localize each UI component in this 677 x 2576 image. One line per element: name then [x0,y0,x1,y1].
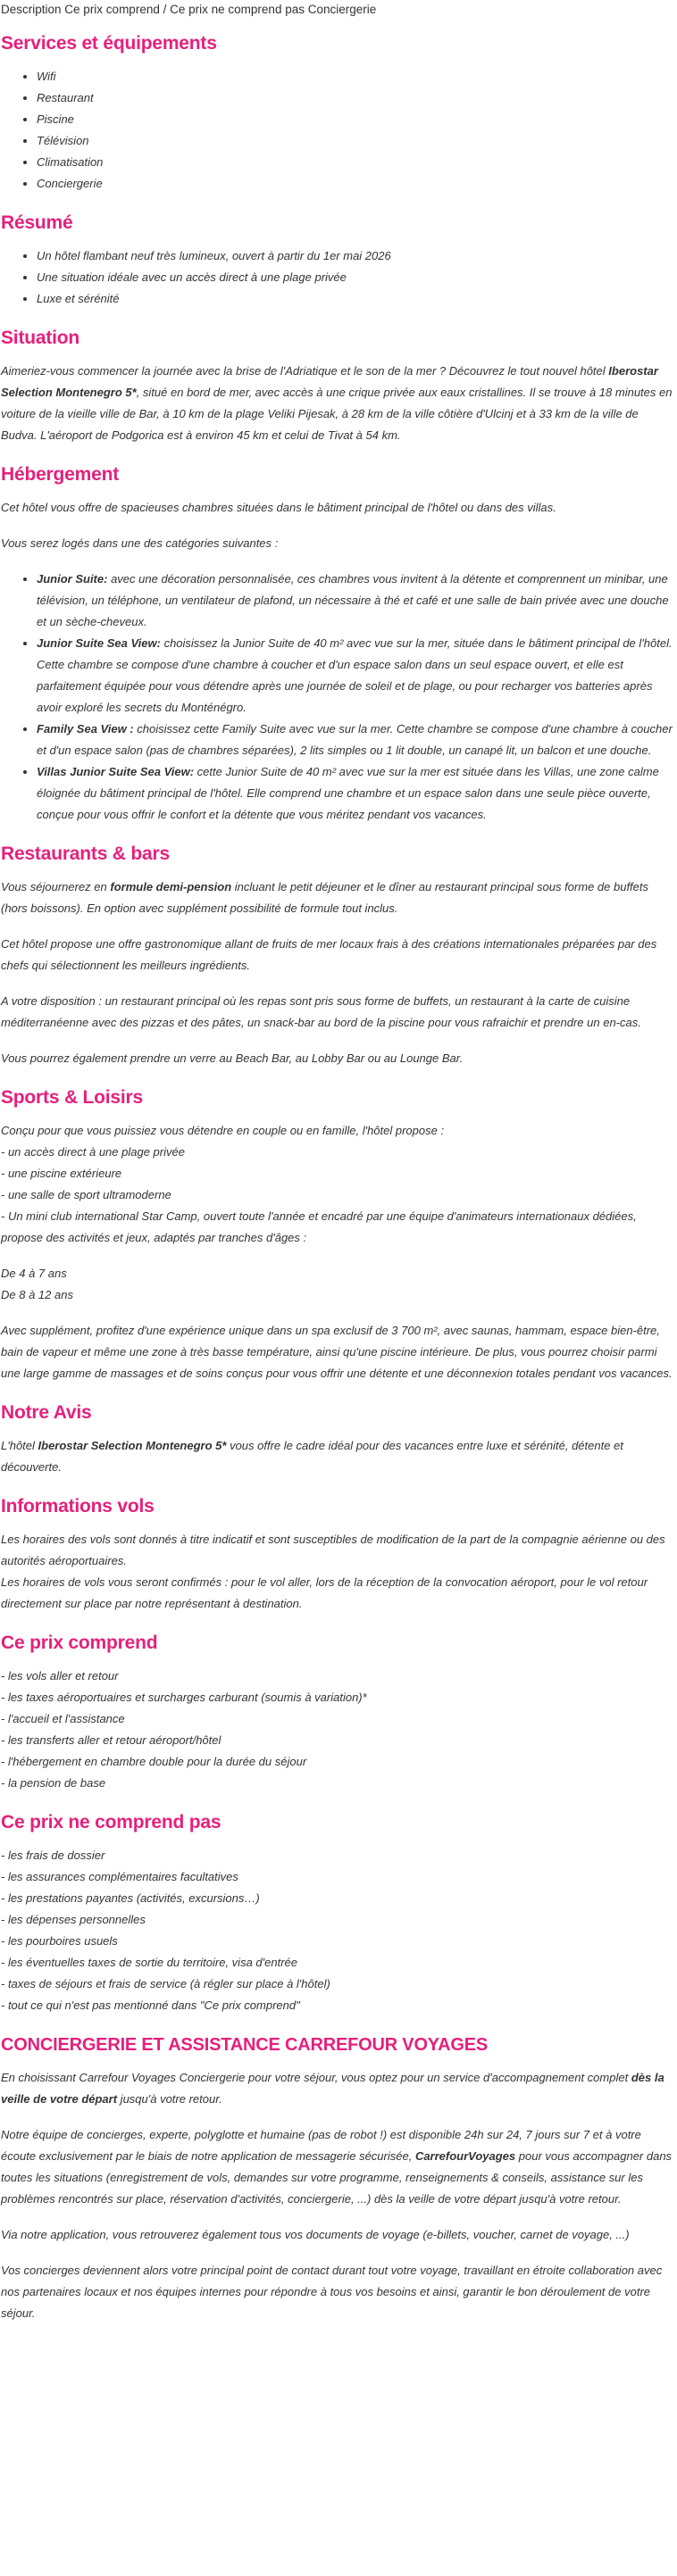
room-item: • Junior Suite: avec une décoration personnalisée, ces chambres vous invitent à la détente et comprennent un minibar, une télévision, un téléphone, un ventilateur de plafond, un nécessaire à thé et café et une salle de bain privée avec une douche et un sèche-cheveux. [37,569,675,633]
avis-title: Notre Avis [1,1402,92,1423]
list-item: - taxes de séjours et frais de service (à régler sur place à l'hôtel) [1,1977,330,1990]
list-item: • Restaurant [37,87,675,109]
list-item: • Luxe et sérénité [37,288,675,310]
list-item: - les taxes aéroportuaires et surcharges carburant (soumis à variation)* [1,1691,367,1704]
sports-title: Sports & Loisirs [1,1087,143,1108]
conciergerie-title: CONCIERGERIE ET ASSISTANCE CARREFOUR VOYAGES [1,2035,488,2055]
vols-text [1,1529,675,1615]
text-line: - une piscine extérieure [1,1167,122,1180]
situation-paragraph: Aimeriez-vous commencer la journée avec la brise de l'Adriatique et le son de la mer ? Découvrez le tout nouvel hôtel Iberostar Selection Montenegro 5*, situé en bord de mer, avec accès à une crique privée aux eaux cristallines. Il se trouve à 18 minutes en voiture de la vieille ville de Bar, à 10 km de la plage Veliki Pijesak, à 28 km de la ville côtière d'Ulcinj et à 33 km de la ville de Budva. L'aéroport de Podgorica est à environ 45 km et celui de Tivat à 54 km. [1,364,673,442]
services-title: Services et équipements [1,33,217,54]
list-item: - tout ce qui n'est pas mentionné dans "Ce prix comprend" [1,1998,300,2012]
restaurants-title: Restaurants & bars [1,843,170,864]
age-group: De 4 à 7 ans [1,1267,67,1280]
room-item: • Junior Suite Sea View: choisissez la Junior Suite de 40 m² avec vue sur la mer, située dans le bâtiment principal de l'hôtel. Cette chambre se compose d'une chambre à coucher et d'un espace salon dans un seul espace ouvert, et elle est parfaitement équipée pour vous détendre après une journée de soleil et de plage, ou pour recharger vos batteries après avoir exploré les secrets du Monténégro. [37,633,675,719]
list-item: • Piscine [37,109,675,130]
conciergerie-paragraph: Via notre application, vous retrouverez également tous vos documents de voyage (e-billets, voucher, carnet de voyage, ...) [1,2228,630,2241]
hebergement-title: Hébergement [1,464,120,485]
hebergement-categories-intro: Vous serez logés dans une des catégories suivantes : [1,536,279,550]
text-line: - un accès direct à une plage privée [1,1145,185,1159]
room-item: • Villas Junior Suite Sea View: cette Junior Suite de 40 m² avec vue sur la mer est située dans les Villas, une zone calme éloignée du bâtiment principal de l'hôtel. Elle comprend une chambre et un espace salon dans une seule pièce ouverte, conçue pour vous offrir le confort et la détente que vous méritez pendant vos vacances. [37,761,675,826]
vols-title: Informations vols [1,1496,155,1517]
resume-title: Résumé [1,212,73,233]
list-item: • Un hôtel flambant neuf très lumineux, ouvert à partir du 1er mai 2026 [37,245,675,267]
restaurants-paragraph: Cet hôtel propose une offre gastronomique allant de fruits de mer locaux frais à des créations internationales préparées par des chefs qui sélectionnent les meilleurs ingrédients. [1,937,657,972]
ne-comprend-list [1,1845,675,2016]
tab-ce-prix-comprend[interactable]: Ce prix comprend [64,3,160,16]
services-list [1,66,675,195]
list-item: - les éventuelles taxes de sortie du territoire, visa d'entrée [1,1956,297,1969]
list-item: • Télévision [37,130,675,152]
text-line: - une salle de sport ultramoderne [1,1188,171,1201]
sports-lines [1,1120,675,1249]
text-line: Conçu pour que vous puissiez vous détendre en couple ou en famille, l'hôtel propose : [1,1124,445,1137]
conciergerie-paragraph: En choisissant Carrefour Voyages Conciergerie pour votre séjour, vous optez pour un service d'accompagnement complet dès la veille de votre départ jusqu'à votre retour. [1,2071,664,2106]
restaurants-paragraph: Vous pourrez également prendre un verre au Beach Bar, au Lobby Bar ou au Lounge Bar. [1,1051,464,1065]
tab-ce-prix-ne-comprend-pas[interactable]: Ce prix ne comprend pas [170,3,305,16]
age-group: De 8 à 12 ans [1,1288,73,1301]
list-item: • Wifi [37,66,675,87]
tab-bar [1,0,675,20]
ne-comprend-title: Ce prix ne comprend pas [1,1812,221,1832]
comprend-title: Ce prix comprend [1,1633,158,1653]
list-item: - les vols aller et retour [1,1669,119,1683]
list-item: - les frais de dossier [1,1849,105,1862]
text-line: Les horaires des vols sont donnés à titre indicatif et sont susceptibles de modification de la part de la compagnie aérienne ou des autorités aéroportuaires. [1,1533,665,1567]
list-item: - les dépenses personnelles [1,1913,146,1926]
list-item: - la pension de base [1,1776,106,1790]
tab-separator: / [163,3,167,16]
room-list [1,569,675,826]
restaurants-paragraph: A votre disposition : un restaurant principal où les repas sont pris sous forme de buffets, un restaurant à la carte de cuisine méditerranéenne avec des pizzas et des pâtes, un snack-bar au bord de la piscine pour vous rafraichir et prendre un en-cas. [1,994,641,1029]
comprend-list [1,1666,675,1794]
list-item: • Une situation idéale avec un accès direct à une plage privée [37,267,675,288]
list-item: • Conciergerie [37,173,675,195]
situation-title: Situation [1,328,80,348]
list-item: - les prestations payantes (activités, excursions…) [1,1891,260,1905]
list-item: - l'accueil et l'assistance [1,1712,125,1725]
text-line: - Un mini club international Star Camp, ouvert toute l'année et encadré par une équipe d'animateurs internationaux dédiées, propose des activités et jeux, adaptés par tranches d'âges : [1,1209,637,1244]
avis-paragraph: L'hôtel Iberostar Selection Montenegro 5* vous offre le cadre idéal pour des vacances entre luxe et sérénité, détente et découverte. [1,1439,623,1474]
tab-conciergerie[interactable]: Conciergerie [307,3,377,16]
restaurants-paragraph: Vous séjournerez en formule demi-pension incluant le petit déjeuner et le dîner au restaurant principal sous forme de buffets (hors boissons). En option avec supplément possibilité de formule tout inclus. [1,880,649,915]
tab-description[interactable]: Description [1,3,62,16]
hotel-name: Iberostar Selection Montenegro 5* [1,364,658,399]
room-item: • Family Sea View : choisissez cette Family Suite avec vue sur la mer. Cette chambre se compose d'une chambre à coucher et d'un espace salon (pas de chambres séparées), 2 lits simples ou 1 lit double, un canapé lit, un balcon et une douche. [37,719,675,761]
list-item: • Climatisation [37,152,675,173]
list-item: - l'hébergement en chambre double pour la durée du séjour [1,1755,307,1768]
text-line: Les horaires de vols vous seront confirmés : pour le vol aller, lors de la réception de la convocation aéroport, pour le vol retour directement sur place par notre représentant à destination. [1,1575,648,1610]
conciergerie-paragraph: Vos concierges deviennent alors votre principal point de contact durant tout votre voyage, travaillant en étroite collaboration avec nos partenaires locaux et nos équipes internes pour répondre à tous vos besoins et ainsi, garantir le bon déroulement de votre séjour. [1,2264,663,2320]
resume-list [1,245,675,310]
list-item: - les assurances complémentaires facultatives [1,1870,238,1883]
conciergerie-paragraph: Notre équipe de concierges, experte, polyglotte et humaine (pas de robot !) est disponible 24h sur 24, 7 jours sur 7 et à votre écoute exclusivement par le biais de notre application de messagerie sécurisée, CarrefourVoyages pour vous accompagner dans toutes les situations (enregistrement de vols, demandes sur votre programme, renseignements & conseils, assistance sur les problèmes rencontrés sur place, réservation d'activités, conciergerie, ...) dès la veille de votre départ jusqu'à votre retour. [1,2128,673,2206]
list-item: - les pourboires usuels [1,1934,118,1948]
list-item: - les transferts aller et retour aéroport/hôtel [1,1733,221,1747]
spa-paragraph: Avec supplément, profitez d'une expérience unique dans un spa exclusif de 3 700 m², avec saunas, hammam, espace bien-être, bain de vapeur et même une zone à très basse température, ainsi qu'une piscine intérieure. De plus, vous pourrez choisir parmi une large gamme de massages et de soins conçus pour vous offrir une détente et une déconnexion totales pendant vos vacances. [1,1324,673,1380]
hebergement-intro: Cet hôtel vous offre de spacieuses chambres situées dans le bâtiment principal de l'hôtel ou dans des villas. [1,501,556,514]
